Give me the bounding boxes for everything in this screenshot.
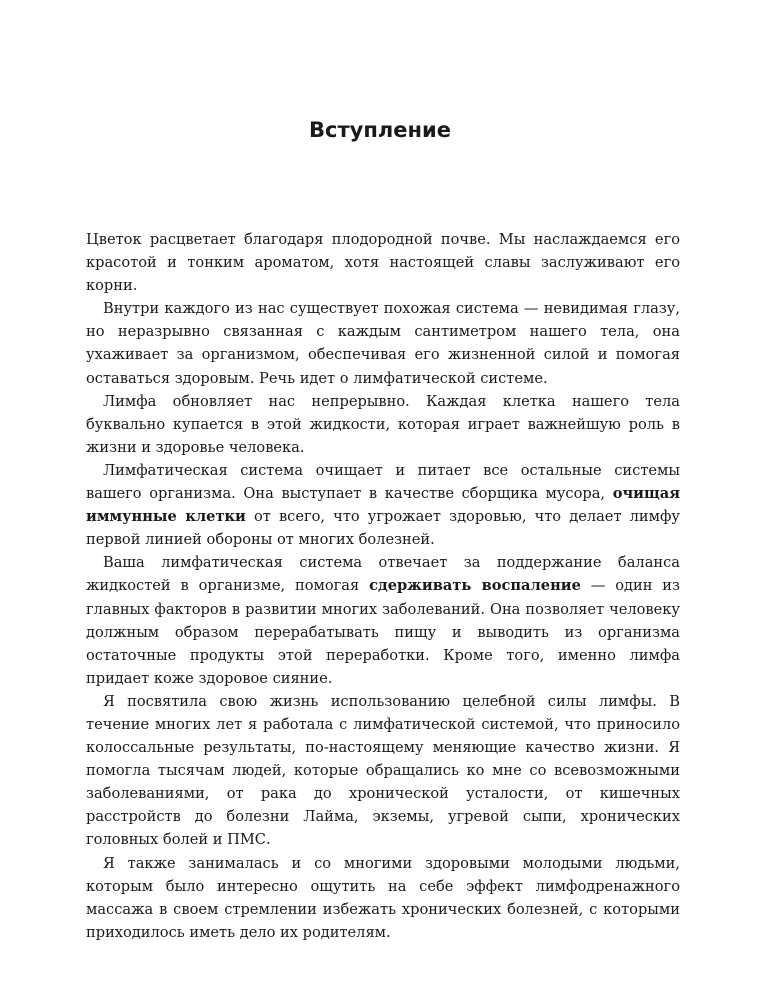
- chapter-body: [86, 228, 680, 944]
- paragraph-4-text-after: от всего, что угрожает здоровью, что делает лимфу первой линией обороны от многих болезней.: [86, 508, 680, 549]
- paragraph-6-text: Я посвятила свою жизнь использованию целебной силы лимфы. В течение многих лет я работала с лимфатической системой, что приносило колоссальные результаты, по-настоящему меняющие качество жизни. Я помогла тысячам людей, которые обращались ко мне со всевозможными заболеваниями, от рака до хронической усталости, от кишечных расстройств до болезни Лайма, экземы, угревой сыпи, хронических головных болей и ПМС.: [86, 692, 680, 849]
- paragraph-7-text: Я также занималась и со многими здоровыми молодыми людьми, которым было интересно ощутить на себе эффект лимфодренажного массажа в своем стремлении избежать хронических болезней, с которыми приходилось иметь дело их родителям.: [86, 854, 680, 941]
- paragraph-5-text-before: Ваша лимфатическая система отвечает за поддержание баланса жидкостей в организме, помогая: [86, 554, 680, 595]
- paragraph-5-text-after: — один из главных факторов в развитии многих заболеваний. Она позволяет человеку должным образом перерабатывать пищу и выводить из организма остаточные продукты этой переработки. Кроме того, именно лимфа придает коже здоровое сияние.: [86, 577, 680, 687]
- paragraph-4-emphasis: очищая иммунные клетки: [86, 485, 680, 526]
- paragraph-2: [86, 297, 680, 389]
- paragraph-3-text: Лимфа обновляет нас непрерывно. Каждая клетка нашего тела буквально купается в этой жидкости, которая играет важнейшую роль в жизни и здоровье человека.: [86, 392, 680, 456]
- paragraph-4-text-before: Лимфатическая система очищает и питает все остальные системы вашего организма. Она выступает в качестве сборщика мусора,: [86, 461, 680, 503]
- paragraph-4: [86, 459, 680, 551]
- paragraph-1-text: Цветок расцветает благодаря плодородной почве. Мы наслаждаемся его красотой и тонким ароматом, хотя настоящей славы заслуживают его корни.: [86, 231, 680, 295]
- paragraph-5-emphasis: сдерживать воспаление: [369, 577, 581, 595]
- paragraph-7: [86, 852, 680, 944]
- chapter-title: Вступление: [309, 118, 451, 142]
- paragraph-3: [86, 390, 680, 459]
- paragraph-5: [86, 551, 680, 690]
- paragraph-1: [86, 228, 680, 297]
- paragraph-2-text: Внутри каждого из нас существует похожая система — невидимая глазу, но неразрывно связанная с каждым сантиметром нашего тела, она ухаживает за организмом, обеспечивая его жизненной силой и помогая оставаться здоровым. Речь идет о лимфатической системе.: [86, 300, 680, 387]
- paragraph-6: [86, 690, 680, 852]
